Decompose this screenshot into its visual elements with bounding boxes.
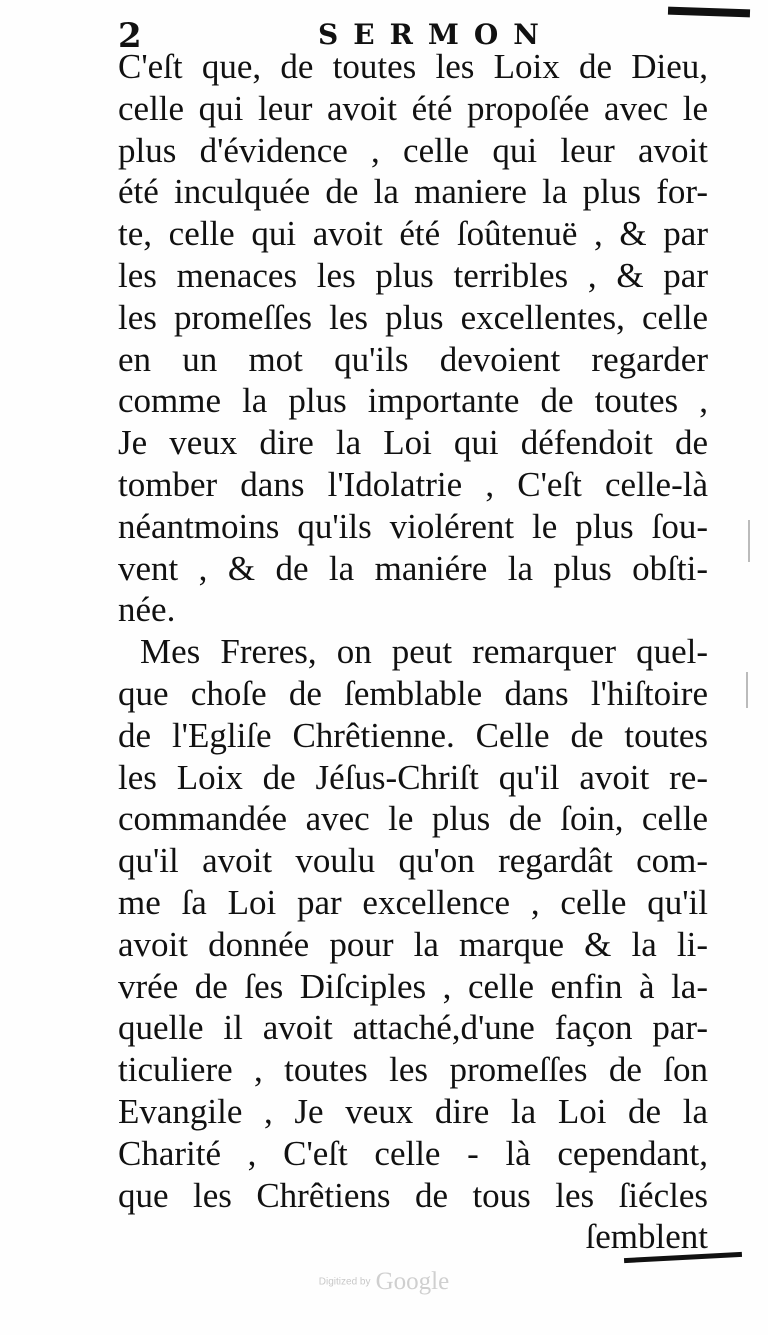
text-line: Mes Freres, on peut remarquer quel- [140, 632, 708, 672]
text-line: comme la plus importante de toutes , [118, 381, 708, 421]
text-line: les menaces les plus terribles , & par [118, 255, 708, 295]
text-line: plus d'évidence , celle qui leur avoit [118, 130, 708, 170]
text-line: en un mot qu'ils devoient regarder [118, 339, 708, 379]
running-title: SERMON [318, 18, 554, 51]
text-line: Charité , C'eſt celle - là cependant, [118, 1133, 708, 1173]
text-line: te, celle qui avoit été ſoûtenuë , & par [118, 214, 708, 254]
digitized-by-label: Digitized by [318, 1276, 371, 1288]
catchword: ſemblent [585, 1217, 708, 1257]
text-line: ticuliere , toutes les promeſſes de ſon [118, 1050, 708, 1090]
text-line: que les Chrêtiens de tous les ſiécles [118, 1175, 708, 1215]
text-line: les Loix de Jéſus-Chriſt qu'il avoit re- [118, 757, 708, 797]
text-line: Je veux dire la Loi qui défendoit de [118, 423, 708, 463]
text-line: C'eſt que, de toutes les Loix de Dieu, [118, 47, 708, 86]
google-logo-text: Google [375, 1268, 450, 1295]
text-line: néantmoins qu'ils violérent le plus ſou- [118, 506, 708, 546]
text-line: qu'il avoit voulu qu'on regardât com- [118, 841, 708, 881]
text-line: née. [118, 590, 176, 630]
margin-rule-right [748, 520, 750, 562]
page-number: 2 [118, 16, 142, 56]
text-line: avoit donnée pour la marque & la li- [118, 924, 708, 964]
digitization-footer [0, 1268, 768, 1296]
text-body [118, 46, 708, 1258]
margin-rule-right-lower [746, 672, 748, 708]
text-line: vrée de ſes Diſciples , celle enfin à la- [118, 966, 708, 1006]
text-line: que choſe de ſemblable dans l'hiſtoire [118, 673, 708, 713]
paragraph-1 [118, 46, 708, 631]
text-line: me ſa Loi par excellence , celle qu'il [118, 882, 708, 922]
text-line: quelle il avoit attaché,d'une façon par- [118, 1008, 708, 1048]
text-line: commandée avec le plus de ſoin, celle [118, 799, 708, 839]
text-line: de l'Egliſe Chrêtienne. Celle de toutes [118, 715, 708, 755]
text-line: celle qui leur avoit été propoſée avec le [118, 88, 708, 128]
paragraph-2 [118, 631, 708, 1216]
text-line: vent , & de la maniére la plus obſti- [118, 548, 708, 588]
text-line: Evangile , Je veux dire la Loi de la [118, 1091, 708, 1131]
text-line: les promeſſes les plus excellentes, celle [118, 297, 708, 337]
text-line: tomber dans l'Idolatrie , C'eſt celle-là [118, 464, 708, 504]
text-line: été inculquée de la maniere la plus for- [118, 172, 708, 212]
